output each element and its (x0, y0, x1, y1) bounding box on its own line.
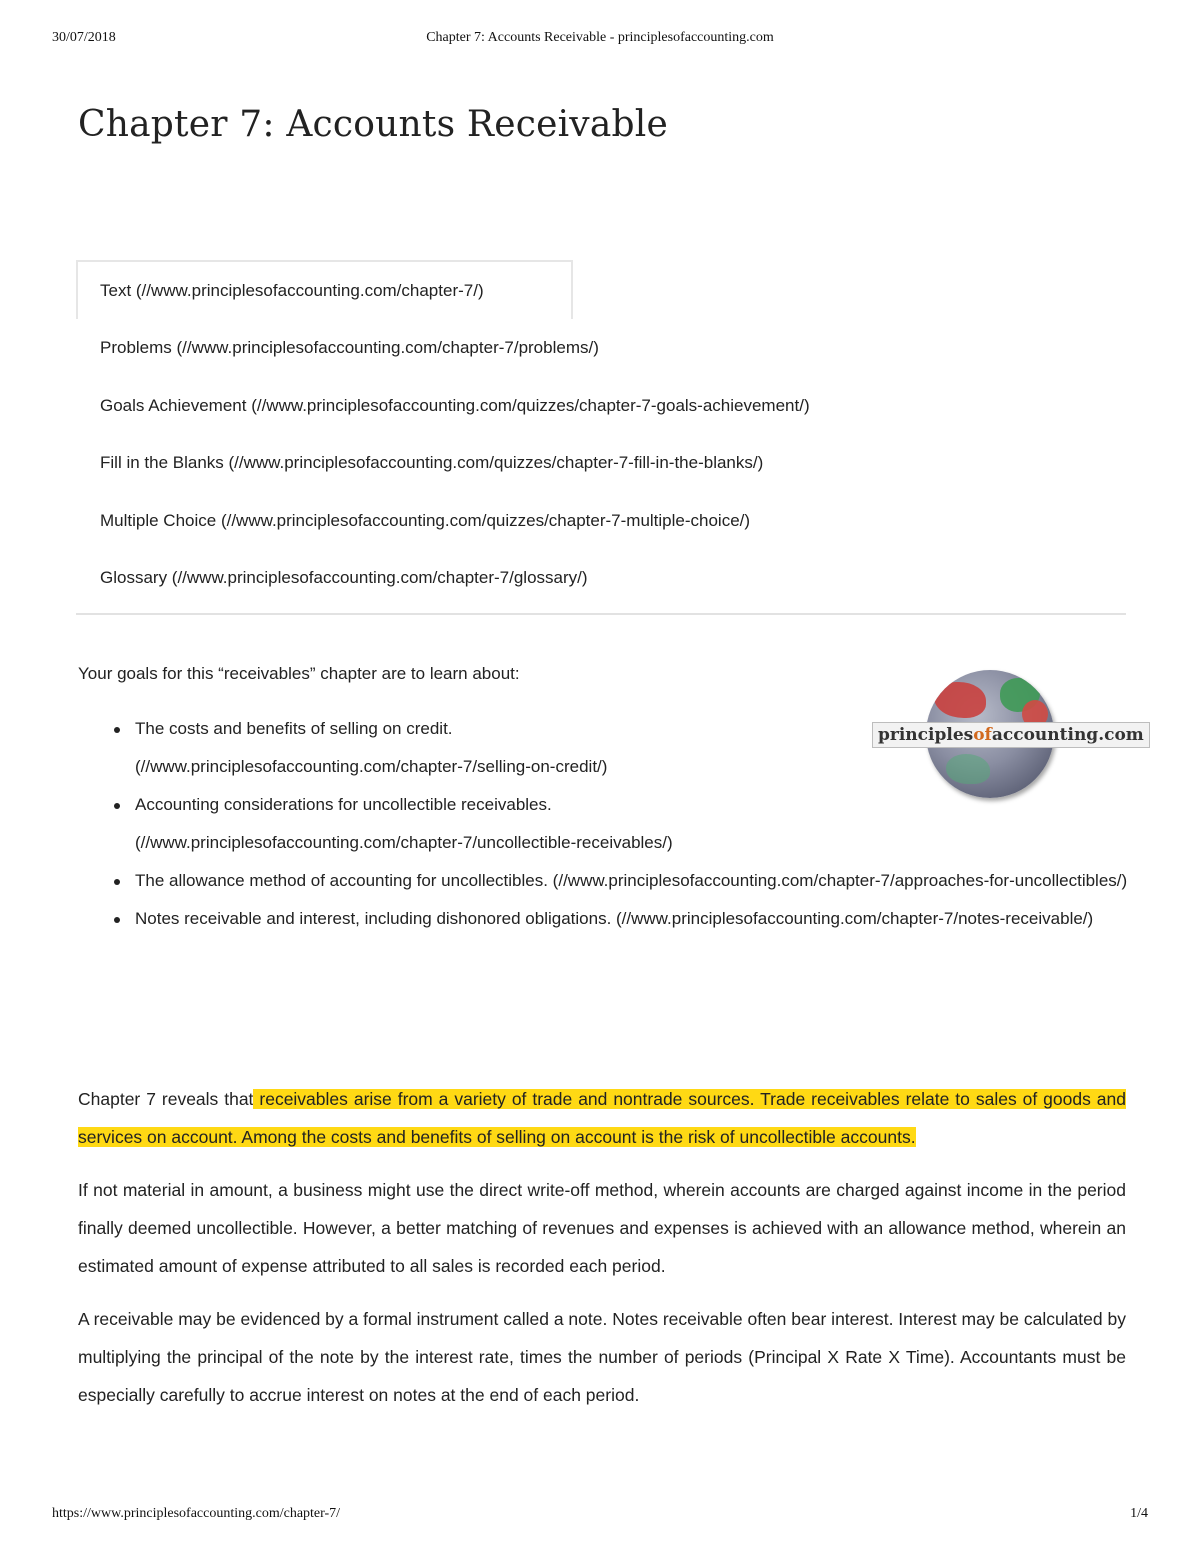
goals-list (78, 710, 1128, 938)
goal-item-approaches-for-uncollectibles[interactable]: The allowance method of accounting for uncollectibles. (//www.principlesofaccounting.com/chapter-7/approaches-for-uncollectibles/) (78, 862, 1128, 900)
tab-glossary[interactable]: Glossary (//www.principlesofaccounting.com/chapter-7/glossary/) (100, 568, 588, 587)
goal-item-notes-receivable[interactable]: Notes receivable and interest, including dishonored obligations. (//www.principlesofaccounting.com/chapter-7/notes-receivable/) (78, 900, 1128, 938)
print-url: https://www.principlesofaccounting.com/chapter-7/ (52, 1506, 341, 1521)
tab-fill-in-the-blanks[interactable]: Fill in the Blanks (//www.principlesofaccounting.com/quizzes/chapter-7-fill-in-the-blanks/) (100, 453, 764, 472)
print-header (52, 30, 1148, 50)
page-title: Chapter 7: Accounts Receivable (78, 104, 668, 145)
chapter-tabs (76, 260, 1126, 615)
goal-item-selling-on-credit[interactable]: The costs and benefits of selling on credit. (//www.principlesofaccounting.com/chapter-7/selling-on-credit/) (78, 710, 1128, 786)
print-footer (52, 1506, 1148, 1526)
tab-text[interactable]: Text (//www.principlesofaccounting.com/chapter-7/) (76, 260, 573, 319)
page-number: 1/4 (1130, 1506, 1148, 1521)
tab-problems[interactable]: Problems (//www.principlesofaccounting.com/chapter-7/problems/) (100, 338, 599, 357)
paragraph-write-off: If not material in amount, a business might use the direct write-off method, wherein accounts are charged against income in the period finally deemed uncollectible. However, a better matching of revenues and expenses is achieved with an allowance method, wherein an estimated amount of expense attributed to all sales is recorded each period. (78, 1180, 1126, 1276)
paragraph-summary (78, 1080, 1126, 1156)
goal-item-uncollectible-receivables[interactable]: Accounting considerations for uncollectible receivables. (//www.principlesofaccounting.com/chapter-7/uncollectible-receivables/) (78, 786, 1128, 862)
tab-goals-achievement[interactable]: Goals Achievement (//www.principlesofaccounting.com/quizzes/chapter-7-goals-achievement/) (100, 395, 810, 415)
paragraph-notes: A receivable may be evidenced by a formal instrument called a note. Notes receivable often bear interest. Interest may be calculated by multiplying the principal of the note by the interest rate, times the number of periods (Principal X Rate X Time). Accountants must be especially carefully to accrue interest on notes at the end of each period. (78, 1309, 1126, 1405)
logo-wordmark: principlesofaccounting.com (872, 722, 1150, 748)
paragraph-lead: Chapter 7 reveals that (78, 1089, 254, 1109)
print-date: 30/07/2018 (52, 30, 116, 45)
tab-multiple-choice[interactable]: Multiple Choice (//www.principlesofaccounting.com/quizzes/chapter-7-multiple-choice/) (100, 510, 751, 530)
highlighted-text: receivables arise from a variety of trade and nontrade sources. Trade receivables relate to sales of goods and services on account. Among the costs and benefits of selling on account is the risk of uncollectible accounts. (78, 1089, 1127, 1147)
goals-intro: Your goals for this “receivables” chapter are to learn about: (78, 664, 520, 683)
print-page-title: Chapter 7: Accounts Receivable - principlesofaccounting.com (426, 30, 774, 45)
